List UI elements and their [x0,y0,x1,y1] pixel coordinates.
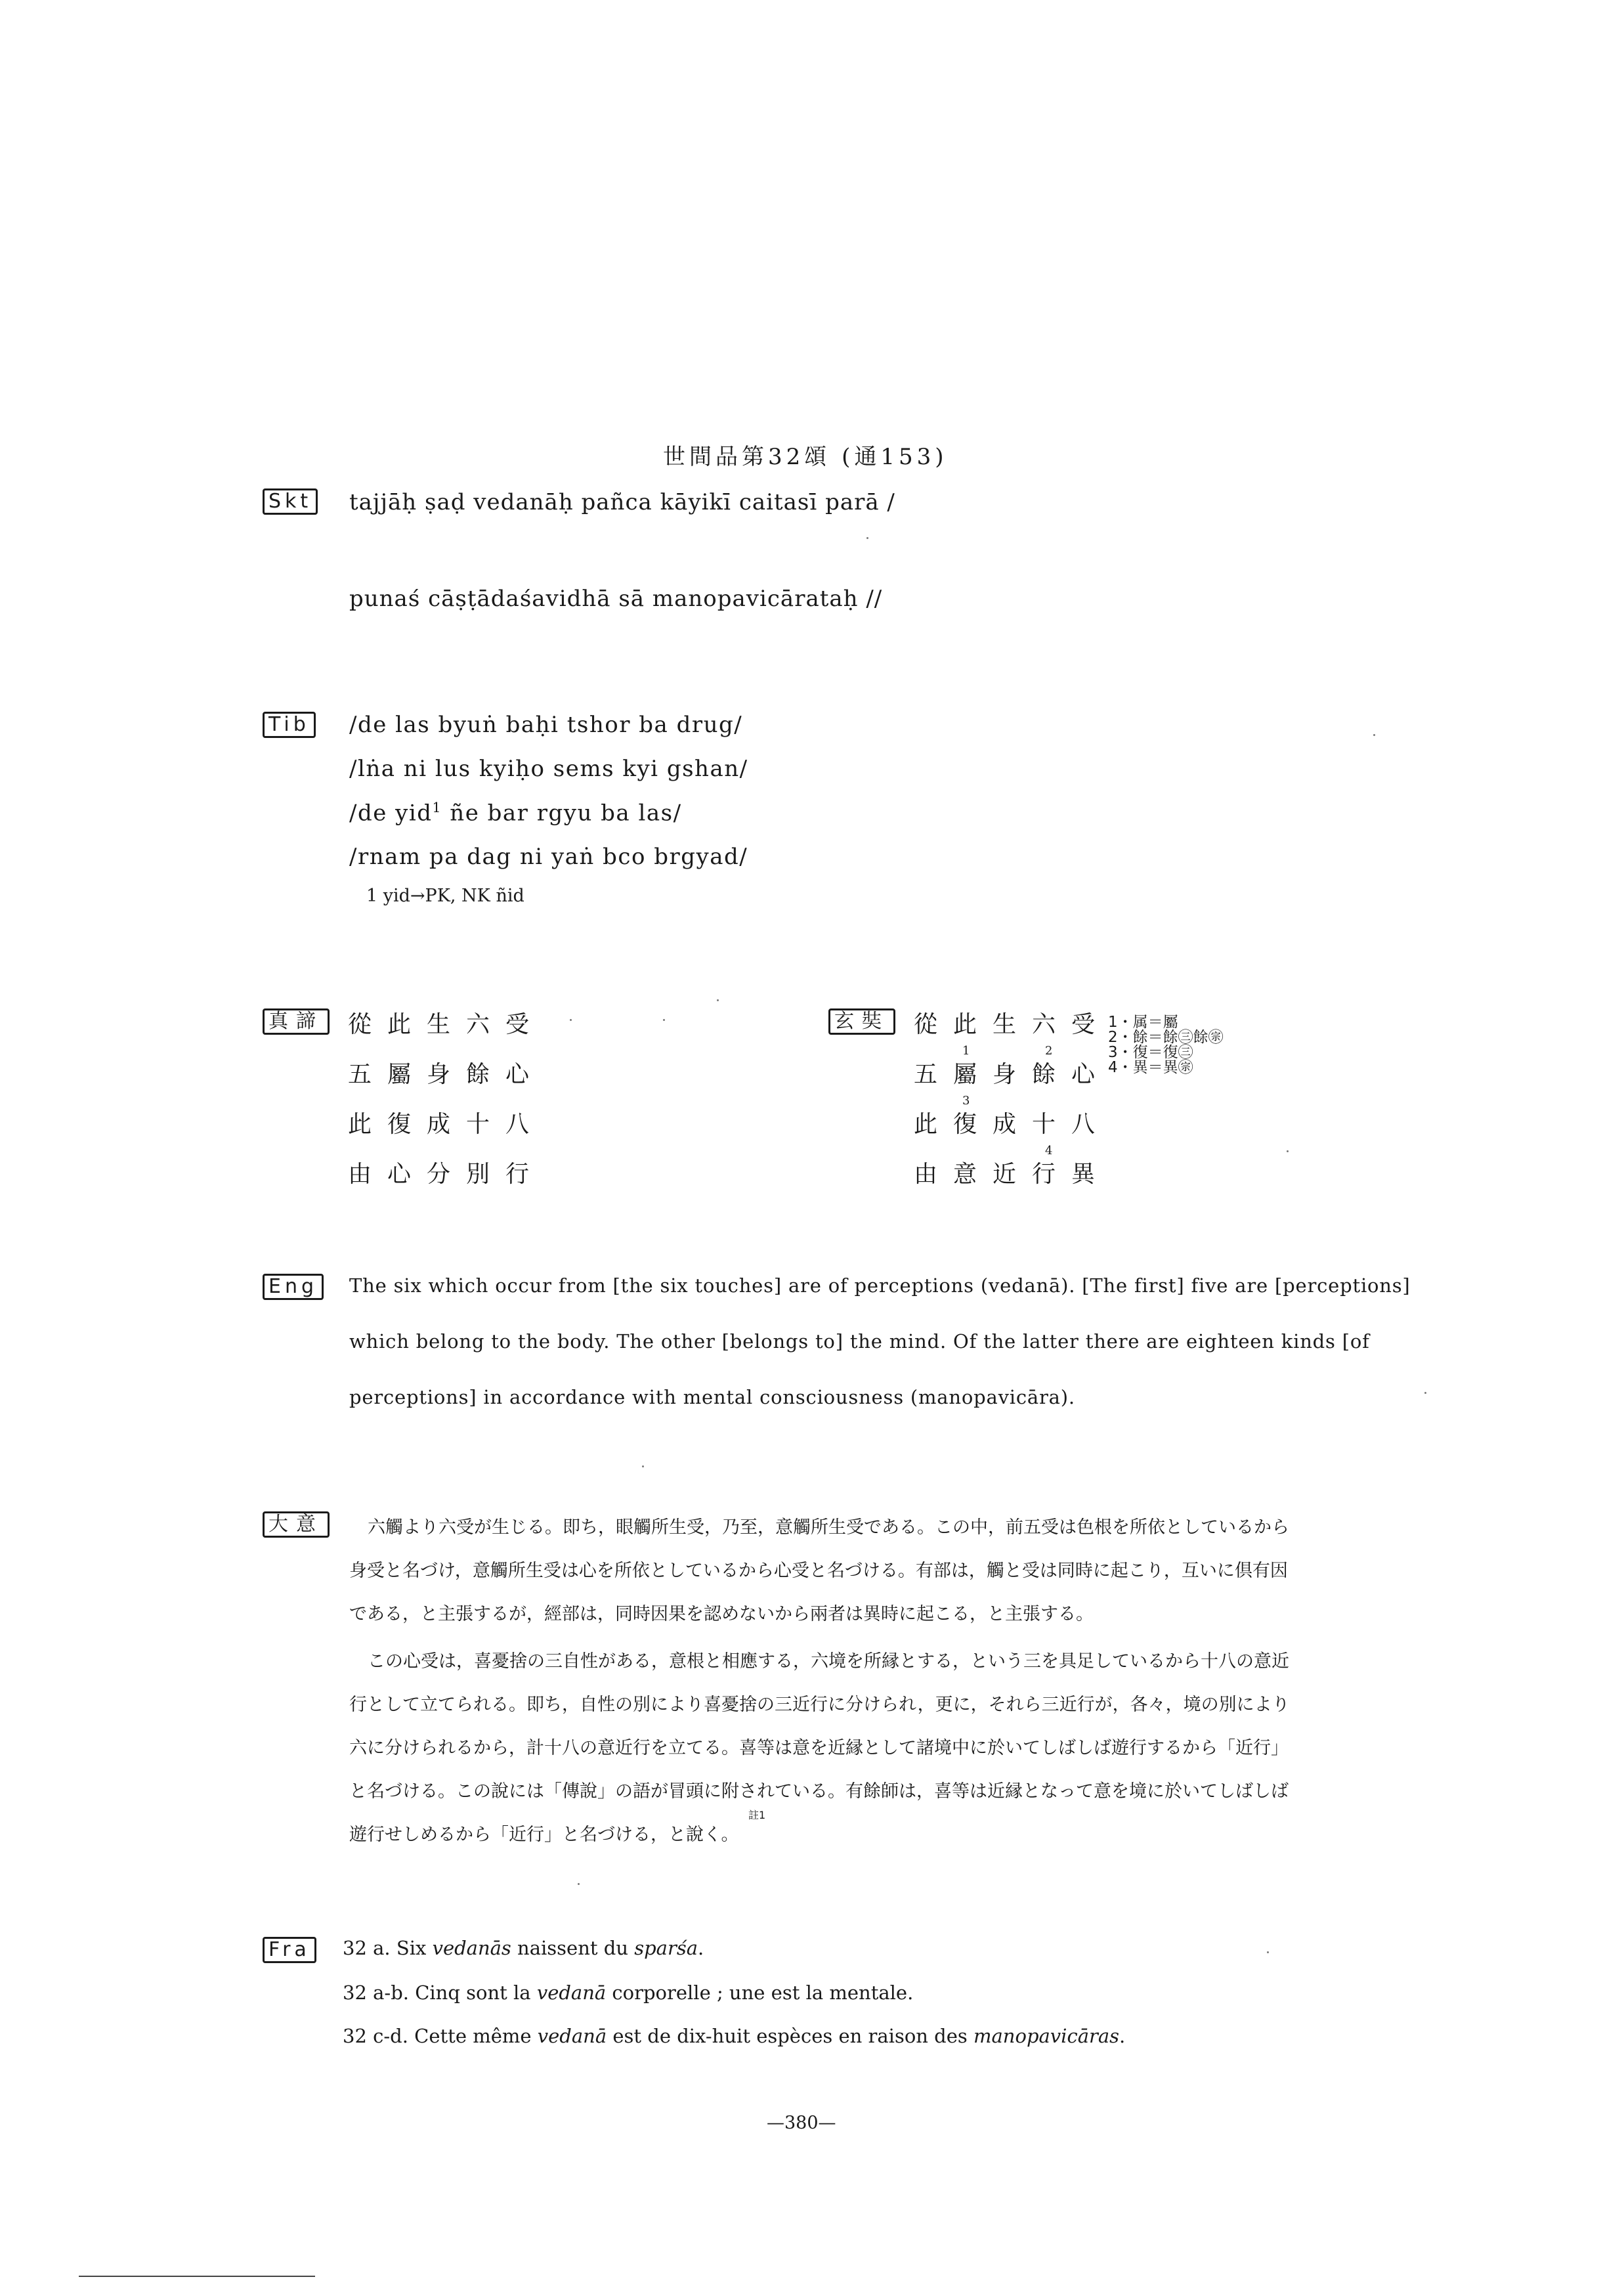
xuan-line-1: 從此生六受 [914,1011,1111,1038]
page-title: 世間品第32頌 (通153) [663,444,948,470]
scan-speck [866,537,868,539]
fra-l1-mid: naissent du [511,1937,635,1959]
skt-line-2: punaś cāṣṭādaśavidhā sā manopavicārataḥ // [349,586,883,612]
scan-speck [1424,1392,1426,1394]
scan-speck [642,1465,644,1467]
dai-footnote-mark: 註1 [748,1809,766,1821]
skt-line-1: tajjāḥ ṣaḍ vedanāḥ pañca kāyikī caitasī parā / [349,489,895,515]
xuan-note-2: 2・餘＝餘㊂餘㊪ [1108,1029,1224,1046]
label-dai: 大意 [263,1511,330,1538]
fra-l2-prefix: 32 a-b. Cinq sont la [343,1982,537,2004]
zhen-line-1: 從此生六受 [348,1011,545,1038]
tib-footnote-mark: 1 [432,800,442,815]
tib-line-3a: /de yid [349,800,433,827]
eng-line-3: perceptions] in accordance with mental consciousness (manopavicāra). [349,1386,1075,1408]
xuan-note-3: 3・復＝復㊂ [1108,1044,1193,1061]
fra-l3-mid: est de dix-huit espèces en raison des [607,2025,974,2047]
fra-line-2 [343,1982,913,2004]
xuan-notes [1108,1015,1224,1075]
tib-note [366,886,524,906]
fra-l1-term1: vedanās [432,1937,511,1959]
dai-line-7: と名づける。この說には「傳說」の語が冒頭に附されている。有餘師は，喜等は近縁となって意を境に於いてしばしば [349,1781,1289,1802]
dai-line-8: 遊行せしめるから「近行」と名づける，と說く。 [349,1825,739,1845]
tib-line-3b: ñe bar rgyu ba las/ [441,800,682,827]
scan-speck [717,999,719,1001]
fra-line-3 [343,2025,1125,2047]
scan-speck [570,1019,572,1021]
fra-l1-term2: sparśa [634,1937,698,1959]
zhen-line-2: 五屬身餘心 [348,1061,545,1088]
dai-line-3: である，と主張するが，經部は，同時因果を認めないから兩者は異時に起こる，と主張する。 [349,1604,1094,1624]
fra-l3-prefix: 32 c-d. Cette même [343,2025,538,2047]
fra-line-1 [343,1937,704,1959]
label-xuan: 玄奘 [828,1008,895,1035]
zhen-line-3: 此復成十八 [348,1111,545,1138]
eng-line-2: which belong to the body. The other [belongs to] the mind. Of the latter there are eighteen kinds [of [349,1330,1370,1353]
label-fra: Fra [263,1937,316,1963]
fra-l2-end: corporelle ; une est la mentale. [606,1982,914,2004]
fra-l2-term: vedanā [536,1982,607,2004]
tib-line-3 [349,800,682,826]
xuan-note-4: 4・異＝異㊪ [1108,1059,1193,1076]
tib-line-2: /lṅa ni lus kyiḥo sems kyi gshan/ [349,756,748,782]
xuan-mark-1: 1 [962,1044,970,1058]
xuan-mark-3: 3 [962,1094,970,1108]
xuan-mark-2: 2 [1045,1044,1053,1058]
dai-line-2: 身受と名づけ，意觸所生受は心を所依としているから心受と名づける。有部は，觸と受は同時に起こり，互いに倶有因 [349,1561,1288,1581]
scan-speck [663,1019,665,1021]
label-eng: Eng [263,1274,324,1300]
label-skt: Skt [263,488,318,515]
xuan-note-1: 1・属＝屬 [1108,1014,1178,1031]
dai-line-6: 六に分けられるから，計十八の意近行を立てる。喜等は意を近縁として諸境中に於いてしばしば遊行するから「近行」 [349,1738,1289,1758]
zhen-line-4: 由心分別行 [348,1161,545,1188]
fra-l1-end: . [698,1937,704,1959]
tib-line-1: /de las byuṅ baḥi tshor ba drug/ [349,712,743,738]
xuan-line-3: 此復成十八 [914,1111,1111,1138]
scan-speck [1373,734,1375,736]
xuan-line-2: 五屬身餘心 [914,1061,1111,1088]
scan-speck [1287,1150,1289,1152]
xuan-mark-4: 4 [1045,1144,1053,1158]
tib-note-text: 1 yid→PK, NK ñid [366,886,524,906]
fra-l3-end: . [1119,2025,1126,2047]
bottom-rule [79,2276,315,2277]
fra-l3-term: vedanā [537,2025,607,2047]
fra-l1-prefix: 32 a. Six [343,1937,433,1959]
scan-speck [578,1883,580,1885]
label-tib: Tib [263,712,316,738]
dai-line-5: 行として立てられる。即ち，自性の別により喜憂捨の三近行に分けられ，更に，それら三近行が，各々，境の別により [349,1695,1290,1715]
fra-l3-term2: manopavicāras [973,2025,1120,2047]
tib-line-4: /rnam pa dag ni yaṅ bco brgyad/ [349,844,748,870]
dai-line-1: 六觸より六受が生じる。即ち，眼觸所生受，乃至，意觸所生受である。この中，前五受は色根を所依としているから [368,1517,1289,1538]
page-number: —380— [767,2113,836,2133]
scan-speck [1267,1951,1269,1953]
xuan-line-4: 由意近行異 [914,1161,1111,1188]
dai-line-4: この心受は，喜憂捨の三自性がある，意根と相應する，六境を所縁とする，という三を具足しているから十八の意近 [368,1651,1289,1672]
eng-line-1: The six which occur from [the six touches] are of perceptions (vedanā). [The first] five are [perceptions] [349,1274,1411,1297]
label-zhen: 真諦 [263,1008,330,1035]
